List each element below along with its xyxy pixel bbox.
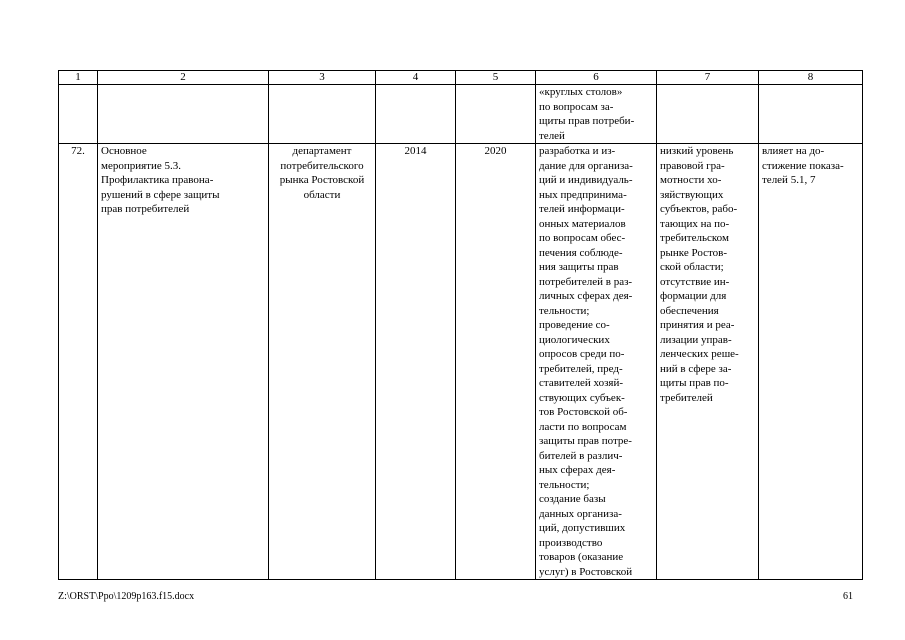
consequences-line: принятия и реа- xyxy=(660,319,735,331)
result-line: по вопросам обес- xyxy=(539,232,626,244)
result-line: опросов среди по- xyxy=(539,348,625,360)
program-table xyxy=(58,70,863,580)
continuation-row xyxy=(59,85,863,144)
result-line: ласти по вопросам xyxy=(539,420,627,433)
measure-name-line: Профилактика правона- xyxy=(101,174,214,186)
result-line: печения соблюде- xyxy=(539,246,623,259)
result-line: дание для организа- xyxy=(539,159,633,172)
header-col-1: 1 xyxy=(59,71,98,85)
indicator-relation xyxy=(759,144,863,580)
result-line: бителей в различ- xyxy=(539,449,623,462)
cont-result-line: «круглых столов» xyxy=(539,86,623,98)
executor-line: департамент xyxy=(292,145,352,157)
cont-result-line: щиты прав потреби- xyxy=(539,115,635,127)
consequences-line: ний в сфере за- xyxy=(660,362,732,375)
expected-result xyxy=(536,144,657,580)
consequences-line: ской области; xyxy=(660,261,724,273)
result-line: ций, допустивших xyxy=(539,522,626,534)
header-col-7: 7 xyxy=(657,71,759,85)
measure-name-line: мероприятие 5.3. xyxy=(101,159,182,172)
result-line: ствующих субъек- xyxy=(539,391,625,404)
cont-result-line: по вопросам за- xyxy=(539,100,614,113)
result-line: тельности; xyxy=(539,304,590,317)
header-col-4: 4 xyxy=(376,71,456,85)
result-line: защиты прав потре- xyxy=(539,435,632,447)
result-line: услуг) в Ростовской xyxy=(539,565,633,578)
consequences-line: мотности хо- xyxy=(660,174,722,186)
executor xyxy=(269,144,376,580)
consequences xyxy=(657,144,759,580)
measure-name xyxy=(98,144,269,580)
consequences-line: зяйствующих xyxy=(660,188,724,201)
row-number: 72. xyxy=(59,144,98,580)
consequences-line: субъектов, рабо- xyxy=(660,203,738,215)
consequences-line: правовой гра- xyxy=(660,159,725,172)
measure-name-line: рушений в сфере защиты xyxy=(101,188,220,201)
header-col-5: 5 xyxy=(456,71,536,85)
consequences-line: отсутствие ин- xyxy=(660,275,730,288)
result-line: проведение со- xyxy=(539,319,610,331)
result-line: циологических xyxy=(539,333,610,346)
page-number: 61 xyxy=(843,591,853,602)
result-line: разработка и из- xyxy=(539,145,616,157)
result-line: личных сферах дея- xyxy=(539,290,633,302)
executor-line: области xyxy=(303,188,341,201)
result-line: данных организа- xyxy=(539,507,622,520)
result-line: товаров (оказание xyxy=(539,551,624,563)
relation-line: стижение показа- xyxy=(762,159,844,172)
result-line: онных материалов xyxy=(539,217,626,230)
result-line: ных сферах дея- xyxy=(539,464,616,476)
result-line: ния защиты прав xyxy=(539,261,619,273)
consequences-line: тающих на по- xyxy=(660,217,730,230)
result-line: телей информаци- xyxy=(539,203,625,215)
cont-result-line: телей xyxy=(539,129,565,142)
cont-cell-result xyxy=(536,85,657,144)
measure-name-line: прав потребителей xyxy=(101,203,190,215)
consequences-line: требительском xyxy=(660,232,729,244)
consequences-line: ленческих реше- xyxy=(660,348,739,360)
result-line: ций и индивидуаль- xyxy=(539,174,633,186)
result-line: тельности; xyxy=(539,478,590,491)
header-col-2: 2 xyxy=(98,71,269,85)
start-year: 2014 xyxy=(376,144,456,580)
consequences-line: обеспечения xyxy=(660,304,719,317)
consequences-line: формации для xyxy=(660,290,727,302)
result-line: ных предпринима- xyxy=(539,188,627,201)
relation-line: влияет на до- xyxy=(762,145,825,157)
result-line: ставителей хозяй- xyxy=(539,377,624,389)
result-line: производство xyxy=(539,536,603,549)
row-72 xyxy=(59,144,863,580)
header-col-3: 3 xyxy=(269,71,376,85)
consequences-line: лизации управ- xyxy=(660,333,732,346)
measure-name-line: Основное xyxy=(101,145,147,157)
result-line: потребителей в раз- xyxy=(539,275,633,288)
result-line: требителей, пред- xyxy=(539,362,623,375)
consequences-line: низкий уровень xyxy=(660,145,734,157)
executor-line: рынка Ростовской xyxy=(279,174,365,186)
footer-file-path: Z:\ORST\Ppo\1209p163.f15.docx xyxy=(58,591,195,602)
header-row xyxy=(59,71,863,85)
consequences-line: щиты прав по- xyxy=(660,377,729,389)
consequences-line: требителей xyxy=(660,391,713,404)
consequences-line: рынке Ростов- xyxy=(660,246,727,259)
cont-cell-7 xyxy=(657,85,759,144)
relation-line: телей 5.1, 7 xyxy=(762,174,816,186)
result-line: создание базы xyxy=(539,493,606,505)
header-col-6: 6 xyxy=(536,71,657,85)
cont-cell-3 xyxy=(269,85,376,144)
cont-cell-4 xyxy=(376,85,456,144)
executor-line: потребительского xyxy=(280,159,364,172)
cont-cell-1 xyxy=(59,85,98,144)
cont-cell-8 xyxy=(759,85,863,144)
header-col-8: 8 xyxy=(759,71,863,85)
end-year: 2020 xyxy=(456,144,536,580)
result-line: тов Ростовской об- xyxy=(539,406,628,418)
cont-cell-2 xyxy=(98,85,269,144)
cont-cell-5 xyxy=(456,85,536,144)
